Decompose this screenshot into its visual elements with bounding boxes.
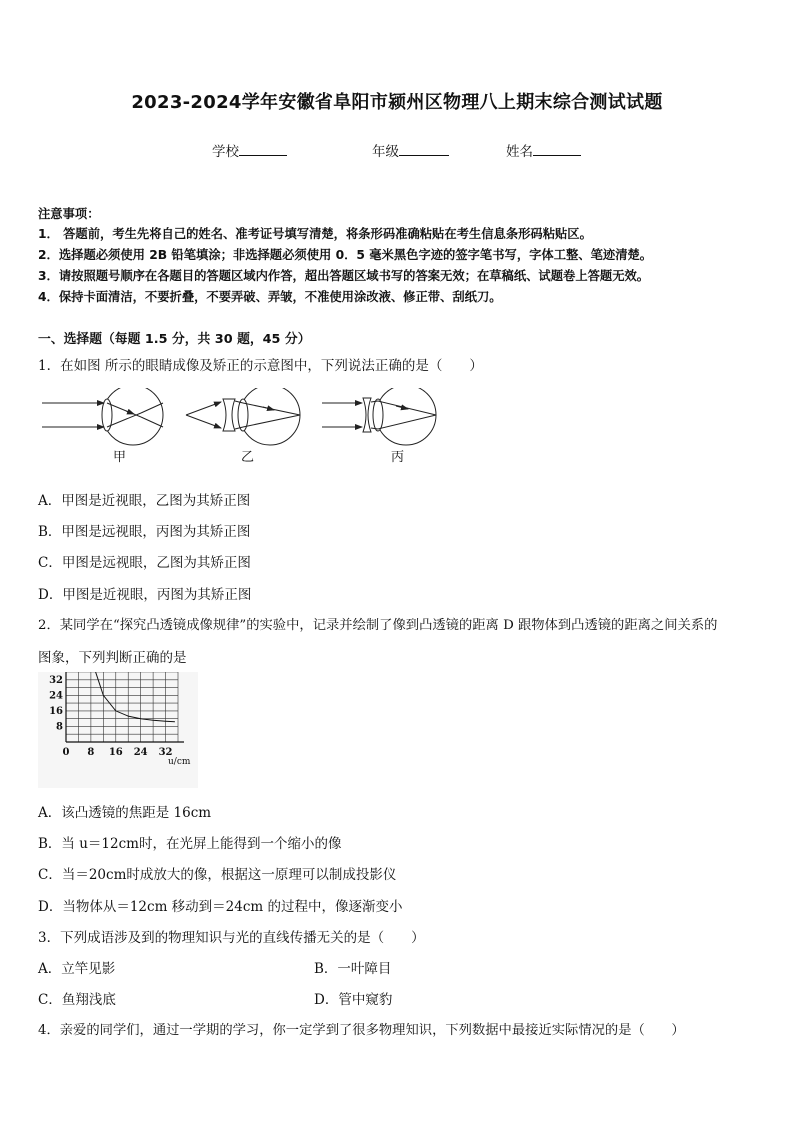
note-item-4: 4．保持卡面清洁，不要折叠，不要弄破、弄皱，不准使用涂改液、修正带、刮纸刀。 [38, 290, 502, 304]
q1-option-a[interactable]: A．甲图是近视眼，乙图为其矫正图 [38, 493, 251, 509]
note-item-3: 3．请按照题号顺序在各题目的答题区域内作答，超出答题区域书写的答案无效；在草稿纸、试题卷上答题无效。 [38, 269, 650, 283]
x-tick-label: 8 [87, 747, 95, 758]
q1-option-c[interactable]: C．甲图是远视眼，乙图为其矫正图 [38, 555, 251, 571]
school-blank[interactable] [239, 141, 287, 156]
notes-heading: 注意事项： [38, 207, 100, 221]
x-tick-label: 32 [158, 747, 173, 758]
eye-bing [322, 388, 436, 445]
q2-option-d[interactable]: D．当物体从＝12cm 移动到＝24cm 的过程中，像逐渐变小 [38, 899, 403, 915]
q1-option-b[interactable]: B．甲图是远视眼，丙图为其矫正图 [38, 524, 251, 540]
q3-option-d[interactable]: D．管中窥豹 [314, 992, 393, 1008]
q2-option-c[interactable]: C．当＝20cm时成放大的像，根据这一原理可以制成投影仪 [38, 867, 397, 883]
grade-field [372, 140, 449, 160]
school-field [212, 140, 287, 160]
eye-jia [42, 388, 163, 445]
q1-option-d[interactable]: D．甲图是近视眼，丙图为其矫正图 [38, 587, 252, 603]
y-tick-label: 32 [49, 674, 63, 686]
y-tick-label: 8 [56, 721, 63, 733]
label-bing: 丙 [391, 450, 405, 465]
eye-yi [186, 388, 300, 445]
note-item-2: 2．选择题必须使用 2B 铅笔填涂；非选择题必须使用 0．5 毫米黑色字迹的签字笔书写，字体工整、笔迹清楚。 [38, 248, 653, 262]
x-tick-label: 16 [108, 747, 123, 758]
school-label: 学校 [212, 144, 239, 160]
chart-x-label: u/cm [168, 757, 191, 767]
name-label: 姓名 [506, 144, 533, 160]
section-heading: 一、选择题（每题 1.5 分，共 30 题，45 分） [38, 332, 311, 347]
name-field [506, 140, 581, 160]
question-1-stem: 1．在如图 所示的眼睛成像及矫正的示意图中，下列说法正确的是（ ） [38, 358, 483, 374]
question-2-stem-line1: 2．某同学在“探究凸透镜成像规律”的实验中，记录并绘制了像到凸透镜的距离 D 跟物体到凸透镜的距离之间关系的 [38, 618, 718, 633]
name-blank[interactable] [533, 141, 581, 156]
q2-option-a[interactable]: A．该凸透镜的焦距是 16cm [38, 805, 212, 821]
y-tick-label: 24 [49, 690, 63, 702]
note-item-1: 1． 答题前，考生先将自己的姓名、准考证号填写清楚，将条形码准确粘贴在考生信息条形码粘贴区。 [38, 227, 592, 241]
q3-option-a[interactable]: A．立竿见影 [38, 961, 116, 977]
grade-blank[interactable] [399, 141, 449, 156]
label-jia: 甲 [113, 450, 127, 465]
page-title: 2023-2024学年安徽省阜阳市颍州区物理八上期末综合测试试题 [131, 92, 663, 113]
question-2-stem-line2: 图象，下列判断正确的是 [38, 650, 187, 666]
eye-diagram [38, 388, 458, 470]
question-3-stem: 3．下列成语涉及到的物理知识与光的直线传播无关的是（ ） [38, 930, 425, 946]
q2-option-b[interactable]: B．当 u＝12cm时，在光屏上能得到一个缩小的像 [38, 836, 342, 852]
question-4-stem: 4．亲爱的同学们，通过一学期的学习，你一定学到了很多物理知识，下列数据中最接近实际情况的是（ ） [38, 1023, 685, 1038]
grade-label: 年级 [372, 144, 399, 160]
x-tick-label: 24 [133, 747, 148, 758]
uv-chart [38, 672, 198, 788]
label-yi: 乙 [241, 450, 255, 465]
x-tick-label: 0 [62, 747, 70, 758]
q3-option-b[interactable]: B．一叶障目 [314, 961, 392, 977]
q3-option-c[interactable]: C．鱼翔浅底 [38, 992, 116, 1008]
y-tick-label: 16 [49, 705, 63, 717]
chart-y-label [69, 672, 91, 673]
